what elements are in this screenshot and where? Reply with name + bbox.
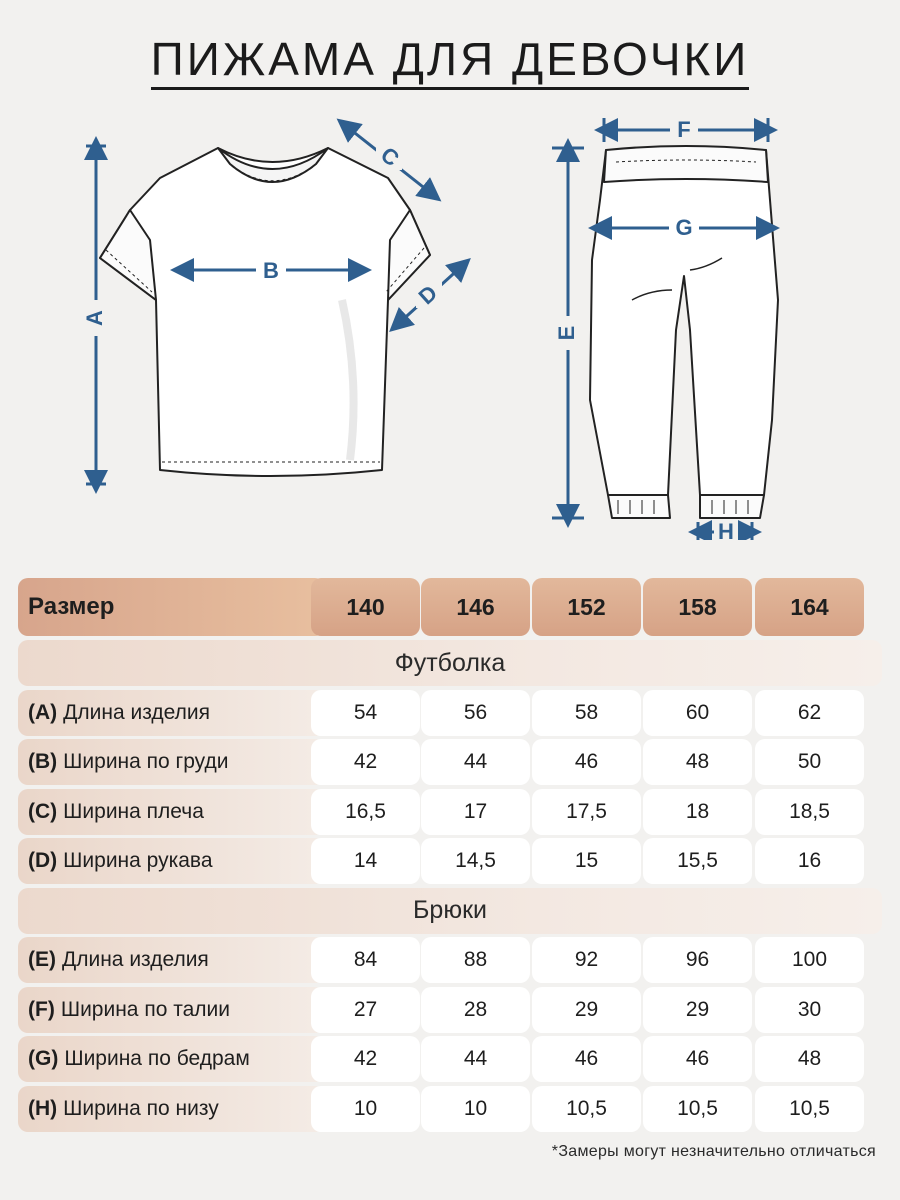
- footnote: *Замеры могут незначительно отличаться: [551, 1143, 876, 1160]
- measure-label: [18, 937, 325, 983]
- measure-name: Длина изделия: [63, 700, 210, 724]
- measure-value: 84: [311, 937, 420, 983]
- measure-value: 54: [311, 690, 420, 736]
- measure-value: 88: [421, 937, 530, 983]
- measure-row: [18, 838, 882, 884]
- measure-row: [18, 937, 882, 983]
- measure-value: 96: [643, 937, 752, 983]
- measure-name: Ширина по низу: [63, 1096, 219, 1120]
- measure-value: 46: [532, 739, 641, 785]
- measure-label: [18, 838, 325, 884]
- measure-code: (A): [28, 700, 58, 724]
- tshirt-illustration: [100, 148, 430, 476]
- measure-value: 15,5: [643, 838, 752, 884]
- measure-name: Длина изделия: [62, 948, 209, 971]
- measure-value: 48: [643, 739, 752, 785]
- measure-value: 14,5: [421, 838, 530, 884]
- label-f: F: [677, 116, 691, 142]
- label-c: C: [376, 141, 404, 172]
- measure-value: 10: [311, 1086, 420, 1132]
- measure-code: (H): [28, 1096, 58, 1120]
- label-e: E: [553, 325, 579, 341]
- measure-name: Ширина по талии: [60, 997, 230, 1021]
- size-header-cell: 146: [421, 578, 530, 636]
- measure-code: (E): [28, 948, 56, 971]
- measure-value: 56: [421, 690, 530, 736]
- measure-value: 58: [532, 690, 641, 736]
- measure-value: 10,5: [755, 1086, 864, 1132]
- measure-value: 28: [421, 987, 530, 1033]
- measure-label: [18, 1086, 325, 1132]
- measure-value: 27: [311, 987, 420, 1033]
- measure-value: 17: [421, 789, 530, 835]
- measure-value: 15: [532, 838, 641, 884]
- measure-label: [18, 739, 325, 785]
- measure-name: Ширина по груди: [63, 750, 229, 773]
- size-header-row: [18, 578, 882, 636]
- measure-value: 29: [532, 987, 641, 1033]
- size-header-label: Размер: [18, 578, 325, 636]
- measure-value: 46: [643, 1036, 752, 1082]
- measure-value: 30: [755, 987, 864, 1033]
- measure-name: Ширина по бедрам: [64, 1047, 250, 1070]
- measure-value: 60: [643, 690, 752, 736]
- measure-value: 42: [311, 739, 420, 785]
- measure-value: 10,5: [532, 1086, 641, 1132]
- measure-value: 18,5: [755, 789, 864, 835]
- measure-value: 16: [755, 838, 864, 884]
- measure-value: 48: [755, 1036, 864, 1082]
- measure-value: 10,5: [643, 1086, 752, 1132]
- measure-value: 10: [421, 1086, 530, 1132]
- measure-label: [18, 690, 325, 736]
- label-a: A: [81, 310, 107, 326]
- measure-value: 18: [643, 789, 752, 835]
- measure-code: (G): [28, 1047, 59, 1070]
- size-header-cell: 158: [643, 578, 752, 636]
- measure-row: [18, 690, 882, 736]
- page-title: ПИЖАМА ДЛЯ ДЕВОЧКИ: [0, 32, 900, 86]
- measure-value: 100: [755, 937, 864, 983]
- measure-code: (C): [28, 799, 58, 823]
- measure-value: 44: [421, 1036, 530, 1082]
- measure-value: 42: [311, 1036, 420, 1082]
- label-b: B: [263, 257, 279, 283]
- measure-value: 50: [755, 739, 864, 785]
- label-d: D: [413, 280, 443, 310]
- measure-code: (B): [28, 750, 58, 773]
- measure-row: [18, 1086, 882, 1132]
- size-header-cell: 152: [532, 578, 641, 636]
- measure-value: 46: [532, 1036, 641, 1082]
- measure-value: 14: [311, 838, 420, 884]
- pants-illustration: [590, 146, 778, 518]
- measure-code: (D): [28, 849, 58, 872]
- measure-value: 92: [532, 937, 641, 983]
- garment-diagram: [0, 100, 900, 540]
- label-h: H: [718, 518, 734, 540]
- measure-label: [18, 987, 325, 1033]
- section-heading: Брюки: [18, 888, 882, 934]
- label-g: G: [675, 214, 693, 240]
- measure-value: 44: [421, 739, 530, 785]
- measure-row: [18, 789, 882, 835]
- measure-label: [18, 789, 325, 835]
- section-heading: Футболка: [18, 640, 882, 686]
- measure-row: [18, 987, 882, 1033]
- measure-value: 29: [643, 987, 752, 1033]
- measure-value: 16,5: [311, 789, 420, 835]
- size-header-cell: 164: [755, 578, 864, 636]
- measure-code: (F): [28, 997, 55, 1021]
- measure-name: Ширина рукава: [63, 849, 213, 872]
- measure-value: 17,5: [532, 789, 641, 835]
- measure-value: 62: [755, 690, 864, 736]
- measure-label: [18, 1036, 325, 1082]
- measure-row: [18, 1036, 882, 1082]
- size-header-cell: 140: [311, 578, 420, 636]
- measure-row: [18, 739, 882, 785]
- measure-name: Ширина плеча: [63, 799, 204, 823]
